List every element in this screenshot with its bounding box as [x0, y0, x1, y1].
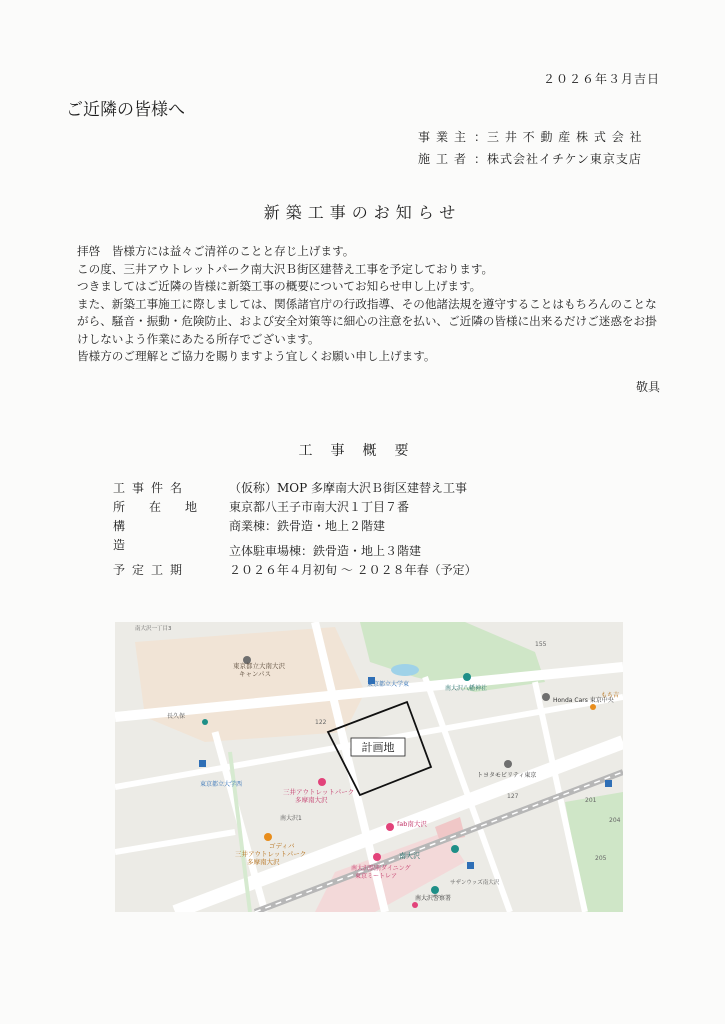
- godiva-pin-icon: [264, 833, 272, 841]
- campus-label-2: キャンパス: [239, 670, 272, 678]
- godiva-label-1: ゴディバ: [269, 842, 295, 850]
- structure-label: 構造: [113, 519, 182, 552]
- bus-stop-icon: [467, 862, 474, 869]
- site-label: 計画地: [361, 741, 395, 754]
- overview-row-name: [113, 479, 477, 498]
- notice-body: [77, 243, 662, 366]
- name-label: 工事件名: [113, 481, 190, 495]
- mop-label-1: 三井アウトレットパーク: [283, 788, 355, 796]
- honda-label: Honda Cars 東京中央: [553, 697, 614, 704]
- notice-title: 新築工事のお知らせ: [263, 203, 462, 222]
- bus-stop-icon: [605, 780, 612, 787]
- shiraichi-label: 南大沢一丁目3: [135, 626, 172, 632]
- station-pin-icon: [451, 845, 459, 853]
- period-value: ２０２６年４月初旬 ～ ２０２８年春（予定）: [229, 563, 477, 577]
- sazan-label: サザンウッズ南大沢: [450, 880, 500, 886]
- body-paragraph: また、新築工事施工に際しましては、関係諸官庁の行政指導、その他諸法規を遵守することはもちろんのことながら、騒音・振動・危険防止、および安全対策等に細心の注意を払い、ご近隣の皆様に出来るだけご迷惑をお掛けしないよう作業にあたる所存でございます。: [77, 296, 657, 346]
- pond: [391, 664, 419, 676]
- structure-value-2: 立体駐車場棟：鉄骨造・地上３階建: [229, 544, 422, 558]
- location-label: 所在地: [113, 500, 222, 514]
- road-num-201: 201: [585, 797, 597, 804]
- station-label: 南大沢: [399, 852, 420, 860]
- campus-label-1: 東京都立大南大沢: [233, 662, 285, 670]
- fab-label: fab南大沢: [397, 820, 427, 828]
- road-num-155: 155: [535, 641, 547, 648]
- mop-label-2: 多摩南大沢: [295, 796, 328, 804]
- univ-west-label: 東京都立大学西: [200, 781, 243, 788]
- overview-row-period: [113, 561, 477, 580]
- bus-stop-icon: [199, 760, 206, 767]
- contractor-value: ：株式会社イチケン東京支店: [474, 152, 642, 166]
- site-map: [115, 622, 623, 912]
- overview-title: 工事概要: [298, 443, 427, 459]
- toyota-label: トヨタモビリティ東京: [477, 772, 537, 779]
- document-date: ２０２６年３月吉日: [542, 72, 660, 86]
- dining-pin-icon: [373, 853, 381, 861]
- police-label: 南大沢警察署: [415, 895, 452, 902]
- sender-owner: [418, 128, 643, 145]
- location-value: 東京都八王子市南大沢１丁目７番: [229, 500, 410, 514]
- road-num-127: 127: [507, 793, 519, 800]
- name-value: （仮称）MOP 多摩南大沢Ｂ街区建替え工事: [229, 481, 468, 495]
- toyota-pin-icon: [504, 760, 512, 768]
- addressee: ご近隣の皆様へ: [66, 100, 185, 120]
- hachiman-label: 南大沢八幡神社: [445, 685, 488, 692]
- honda-pin-icon: [542, 693, 550, 701]
- structure-value-1: 商業棟：鉄骨造・地上２階建: [229, 519, 386, 533]
- police-pin-icon: [431, 886, 439, 894]
- overview-row-location: [113, 498, 477, 517]
- dining-label-2: 東京ミートレア: [355, 873, 398, 880]
- contractor-label: 施工者: [418, 152, 473, 166]
- godiva-label-3: 多摩南大沢: [247, 858, 280, 866]
- godiva-label-2: 三井アウトレットパーク: [235, 850, 307, 858]
- closing-word: 敬具: [635, 380, 660, 394]
- period-label: 予定工期: [113, 563, 190, 577]
- fab-pin-icon: [386, 823, 394, 831]
- shrine-pin-icon: [463, 673, 471, 681]
- road-num-204: 204: [609, 817, 621, 824]
- body-paragraph: つきましてはご近隣の皆様に新築工事の概要についてお知らせ申し上げます。: [77, 279, 482, 293]
- mochikichi-label: もち吉: [601, 692, 620, 699]
- mop-pin-icon: [318, 778, 326, 786]
- univ-north-label: 東京都立大学東: [367, 681, 410, 688]
- road-num-205: 205: [595, 855, 607, 862]
- sender-contractor: [418, 150, 642, 167]
- body-paragraph: 拝啓 皆様方には益々ご清祥のことと存じ上げます。: [77, 244, 355, 258]
- mochikichi-pin-icon: [590, 704, 596, 710]
- road-num-122: 122: [315, 719, 327, 726]
- owner-value: ：三 井 不 動 産 株 式 会 社: [474, 130, 643, 144]
- owner-label: 事業主: [418, 130, 473, 144]
- overview-row-structure-2: [113, 542, 477, 561]
- body-paragraph: この度、三井アウトレットパーク南大沢Ｂ街区建替え工事を予定しております。: [77, 261, 494, 276]
- chokyu-label: 長久保: [167, 713, 186, 720]
- body-paragraph: 皆様方のご理解とご協力を賜りますよう宜しくお願い申し上げます。: [77, 349, 436, 363]
- dining-label-1: 南大沢駅前ダイニング: [351, 865, 411, 872]
- overview-table: [113, 479, 477, 580]
- minamiosawa1-label: 南大沢1: [280, 815, 302, 822]
